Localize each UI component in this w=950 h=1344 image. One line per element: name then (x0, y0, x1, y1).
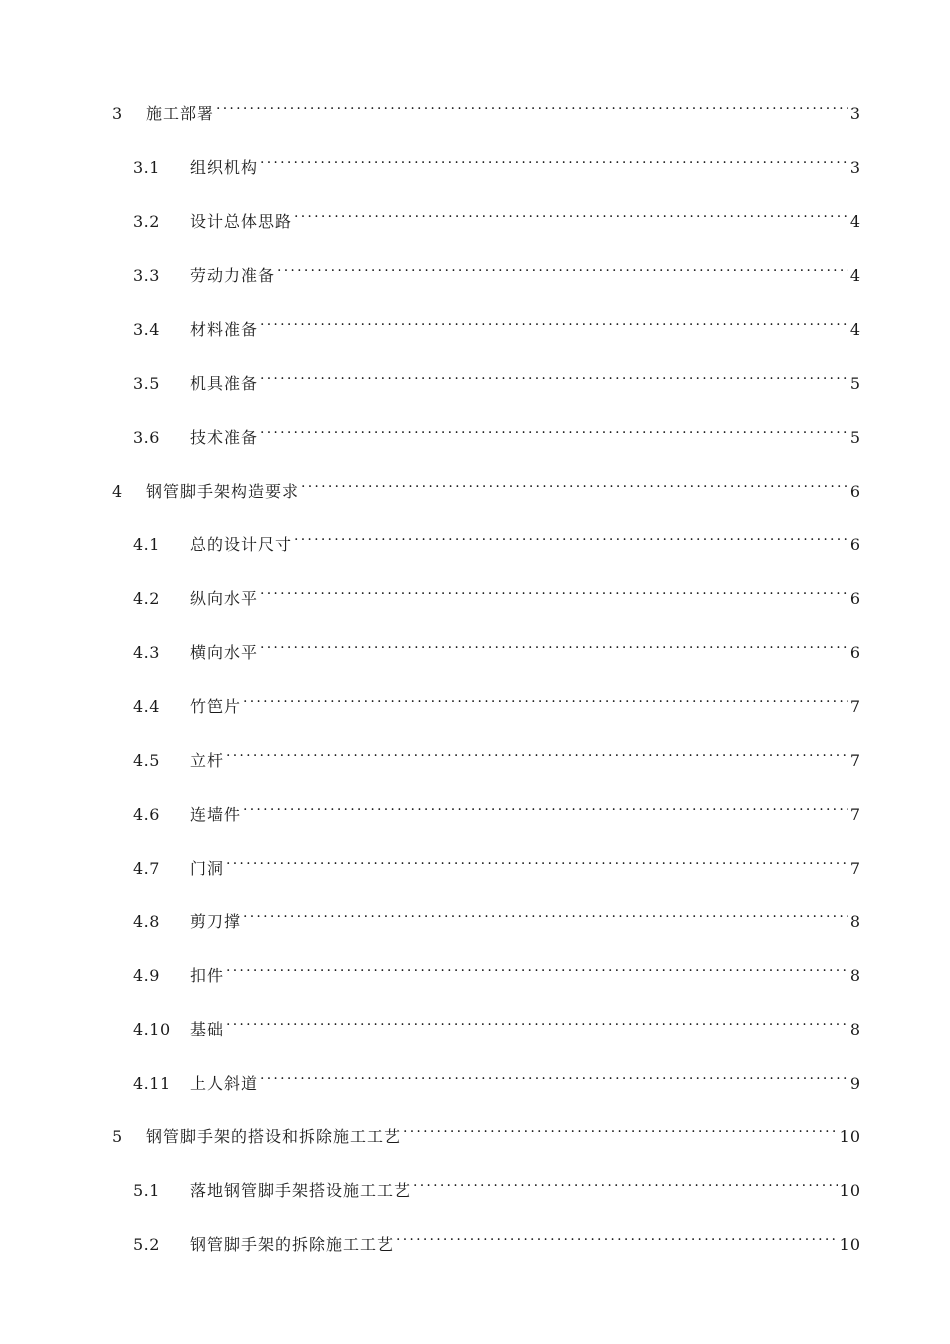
toc-entry-number: 4.6 (133, 805, 160, 824)
toc-entry-title: 落地钢管脚手架搭设施工工艺 (190, 1181, 412, 1200)
toc-entry-title: 剪刀撑 (190, 912, 242, 931)
toc-entry-number: 3.2 (133, 212, 160, 231)
toc-entry-number: 4.11 (133, 1074, 171, 1093)
toc-entry-number: 5.1 (133, 1181, 160, 1200)
toc-entry[interactable] (133, 363, 860, 393)
toc-entry-title: 连墙件 (190, 805, 242, 824)
toc-dot-leader (243, 686, 848, 712)
toc-entry[interactable] (133, 1063, 860, 1093)
toc-entry-title: 上人斜道 (190, 1074, 259, 1093)
toc-entry[interactable] (133, 147, 860, 177)
toc-entry[interactable] (133, 524, 860, 554)
toc-dot-leader (243, 901, 848, 927)
toc-entry-number: 4 (112, 482, 123, 501)
toc-entry-page: 8 (849, 912, 860, 931)
toc-dot-leader (216, 93, 848, 119)
toc-entry[interactable] (133, 794, 860, 824)
toc-dot-leader (260, 309, 848, 335)
toc-entry[interactable] (112, 93, 860, 123)
toc-entry-number: 3.4 (133, 320, 160, 339)
toc-entry-number: 4.7 (133, 859, 160, 878)
toc-entry[interactable] (133, 255, 860, 285)
toc-entry-number: 4.1 (133, 535, 160, 554)
toc-entry-title: 基础 (190, 1020, 225, 1039)
toc-entry[interactable] (133, 201, 860, 231)
toc-entry-page: 10 (839, 1181, 860, 1200)
toc-dot-leader (243, 794, 848, 820)
toc-entry-title: 组织机构 (190, 158, 259, 177)
toc-entry-number: 5.2 (133, 1235, 160, 1254)
toc-entry-number: 3.3 (133, 266, 160, 285)
toc-entry-title: 施工部署 (146, 104, 215, 123)
toc-entry-number: 4.5 (133, 751, 160, 770)
toc-entry-title: 扣件 (190, 966, 225, 985)
toc-entry-title: 设计总体思路 (190, 212, 293, 231)
toc-entry-title: 横向水平 (190, 643, 259, 662)
toc-entry-page: 7 (849, 751, 860, 770)
toc-entry-page: 9 (849, 1074, 860, 1093)
toc-dot-leader (277, 255, 848, 281)
toc-entry-number: 3.5 (133, 374, 160, 393)
toc-entry[interactable] (133, 1170, 860, 1200)
toc-entry-page: 5 (849, 428, 860, 447)
toc-entry-title: 材料准备 (190, 320, 259, 339)
toc-entry-number: 3.6 (133, 428, 160, 447)
toc-dot-leader (226, 1009, 848, 1035)
toc-entry[interactable] (133, 1224, 860, 1254)
toc-entry-title: 钢管脚手架构造要求 (146, 482, 300, 501)
toc-entry-page: 6 (849, 482, 860, 501)
toc-entry[interactable] (133, 417, 860, 447)
toc-entry-title: 总的设计尺寸 (190, 535, 293, 554)
toc-entry-page: 7 (849, 859, 860, 878)
toc-dot-leader (403, 1116, 838, 1142)
toc-entry-page: 10 (839, 1127, 860, 1146)
toc-entry-title: 劳动力准备 (190, 266, 276, 285)
toc-entry-number: 4.9 (133, 966, 160, 985)
toc-dot-leader (413, 1170, 838, 1196)
toc-dot-leader (260, 578, 848, 604)
toc-entry-number: 4.8 (133, 912, 160, 931)
toc-entry-number: 4.3 (133, 643, 160, 662)
toc-entry-page: 3 (849, 158, 860, 177)
toc-entry-title: 钢管脚手架的拆除施工工艺 (190, 1235, 395, 1254)
toc-entry-number: 3.1 (133, 158, 160, 177)
toc-entry[interactable] (133, 686, 860, 716)
toc-entry-number: 4.10 (133, 1020, 171, 1039)
toc-dot-leader (294, 201, 848, 227)
toc-dot-leader (301, 471, 848, 497)
toc-entry[interactable] (133, 309, 860, 339)
toc-dot-leader (396, 1224, 838, 1250)
toc-entry[interactable] (133, 632, 860, 662)
toc-entry-page: 5 (849, 374, 860, 393)
toc-entry-number: 4.2 (133, 589, 160, 608)
toc-entry-page: 4 (849, 266, 860, 285)
toc-entry-page: 6 (849, 643, 860, 662)
toc-entry-title: 钢管脚手架的搭设和拆除施工工艺 (146, 1127, 402, 1146)
toc-dot-leader (260, 147, 848, 173)
toc-entry-page: 7 (849, 697, 860, 716)
toc-dot-leader (260, 632, 848, 658)
toc-entry-page: 8 (849, 966, 860, 985)
toc-entry[interactable] (133, 578, 860, 608)
toc-dot-leader (260, 417, 848, 443)
toc-dot-leader (260, 363, 848, 389)
toc-entry-title: 竹笆片 (190, 697, 242, 716)
toc-entry-page: 8 (849, 1020, 860, 1039)
toc-entry-title: 纵向水平 (190, 589, 259, 608)
toc-entry-page: 6 (849, 535, 860, 554)
toc-entry-title: 门洞 (190, 859, 225, 878)
toc-dot-leader (226, 740, 848, 766)
toc-dot-leader (294, 524, 848, 550)
toc-entry-title: 立杆 (190, 751, 225, 770)
toc-entry-number: 3 (112, 104, 123, 123)
toc-entry-number: 5 (112, 1127, 123, 1146)
toc-entry-page: 7 (849, 805, 860, 824)
toc-entry-page: 10 (839, 1235, 860, 1254)
toc-entry[interactable] (133, 740, 860, 770)
toc-entry[interactable] (112, 1116, 860, 1146)
toc-entry-title: 技术准备 (190, 428, 259, 447)
toc-entry[interactable] (133, 848, 860, 878)
toc-entry-page: 3 (849, 104, 860, 123)
toc-entry[interactable] (133, 901, 860, 931)
toc-dot-leader (226, 848, 848, 874)
toc-entry[interactable] (133, 955, 860, 985)
toc-entry-page: 6 (849, 589, 860, 608)
toc-entry-page: 4 (849, 212, 860, 231)
toc-dot-leader (260, 1063, 848, 1089)
toc-entry-title: 机具准备 (190, 374, 259, 393)
toc-entry[interactable] (112, 471, 860, 501)
toc-dot-leader (226, 955, 848, 981)
toc-entry-page: 4 (849, 320, 860, 339)
toc-entry[interactable] (133, 1009, 860, 1039)
toc-entry-number: 4.4 (133, 697, 160, 716)
